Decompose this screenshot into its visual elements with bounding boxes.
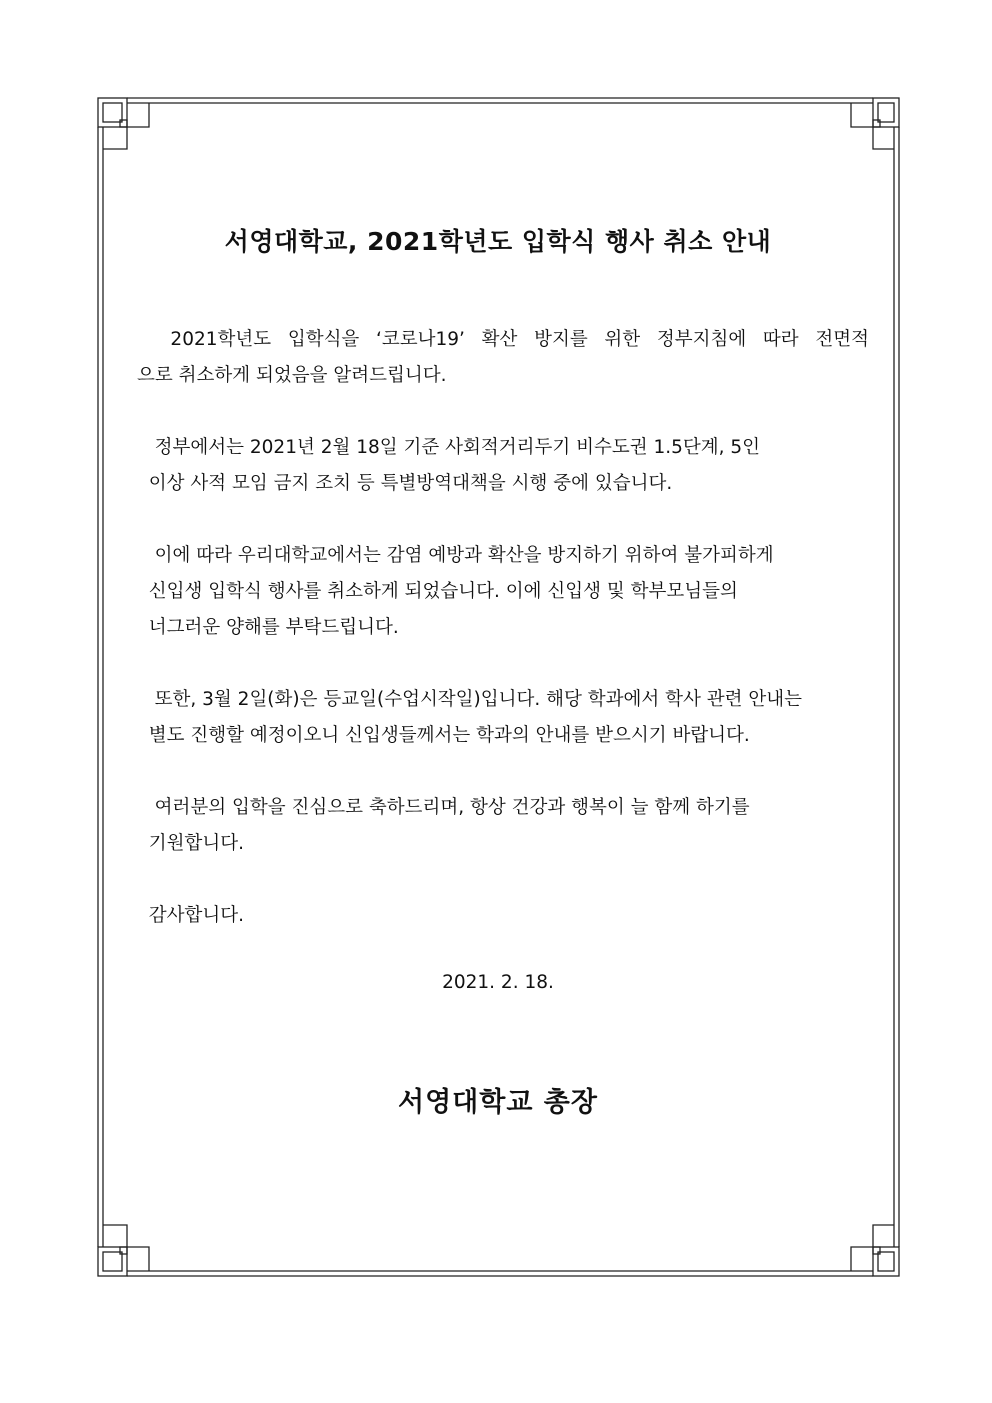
paragraph-government [137,430,869,502]
paragraph-cancellation [137,538,869,646]
text-line: 기원합니다. [137,833,244,854]
signature: 서영대학교 총장 [398,1087,598,1118]
text-line: 너그러운 양해를 부탁드립니다. [137,617,399,638]
text-line: 또한, 3월 2일(화)은 등교일(수업시작일)입니다. 해당 학과에서 학사 관련 안내는 [137,689,802,710]
paragraph-congratulations [137,790,869,862]
text-line: 2021학년도 입학식을 ‘코로나19’ 확산 방지를 위한 정부지침에 따라 전면적 [137,329,869,350]
paragraph-thanks [137,898,869,934]
document-title: 서영대학교, 2021학년도 입학식 행사 취소 안내 [224,227,772,256]
text-line: 이상 사적 모임 금지 조치 등 특별방역대책을 시행 중에 있습니다. [137,473,673,494]
text-line: 여러분의 입학을 진심으로 축하드리며, 항상 건강과 행복이 늘 함께 하기를 [137,797,750,818]
text-line: 별도 진행할 예정이오니 신입생들께서는 학과의 안내를 받으시기 바랍니다. [137,725,750,746]
text-line: 정부에서는 2021년 2월 18일 기준 사회적거리두기 비수도권 1.5단계, 5인 [137,437,761,458]
document-date: 2021. 2. 18. [442,972,554,993]
text-line: 이에 따라 우리대학교에서는 감염 예방과 확산을 방지하기 위하여 불가피하게 [137,545,774,566]
text-line: 감사합니다. [137,905,244,926]
text-line: 신입생 입학식 행사를 취소하게 되었습니다. 이에 신입생 및 학부모님들의 [137,581,738,602]
text-line: 으로 취소하게 되었음을 알려드립니다. [137,365,447,386]
paragraph-intro [137,322,869,394]
paragraph-class-start [137,682,869,754]
